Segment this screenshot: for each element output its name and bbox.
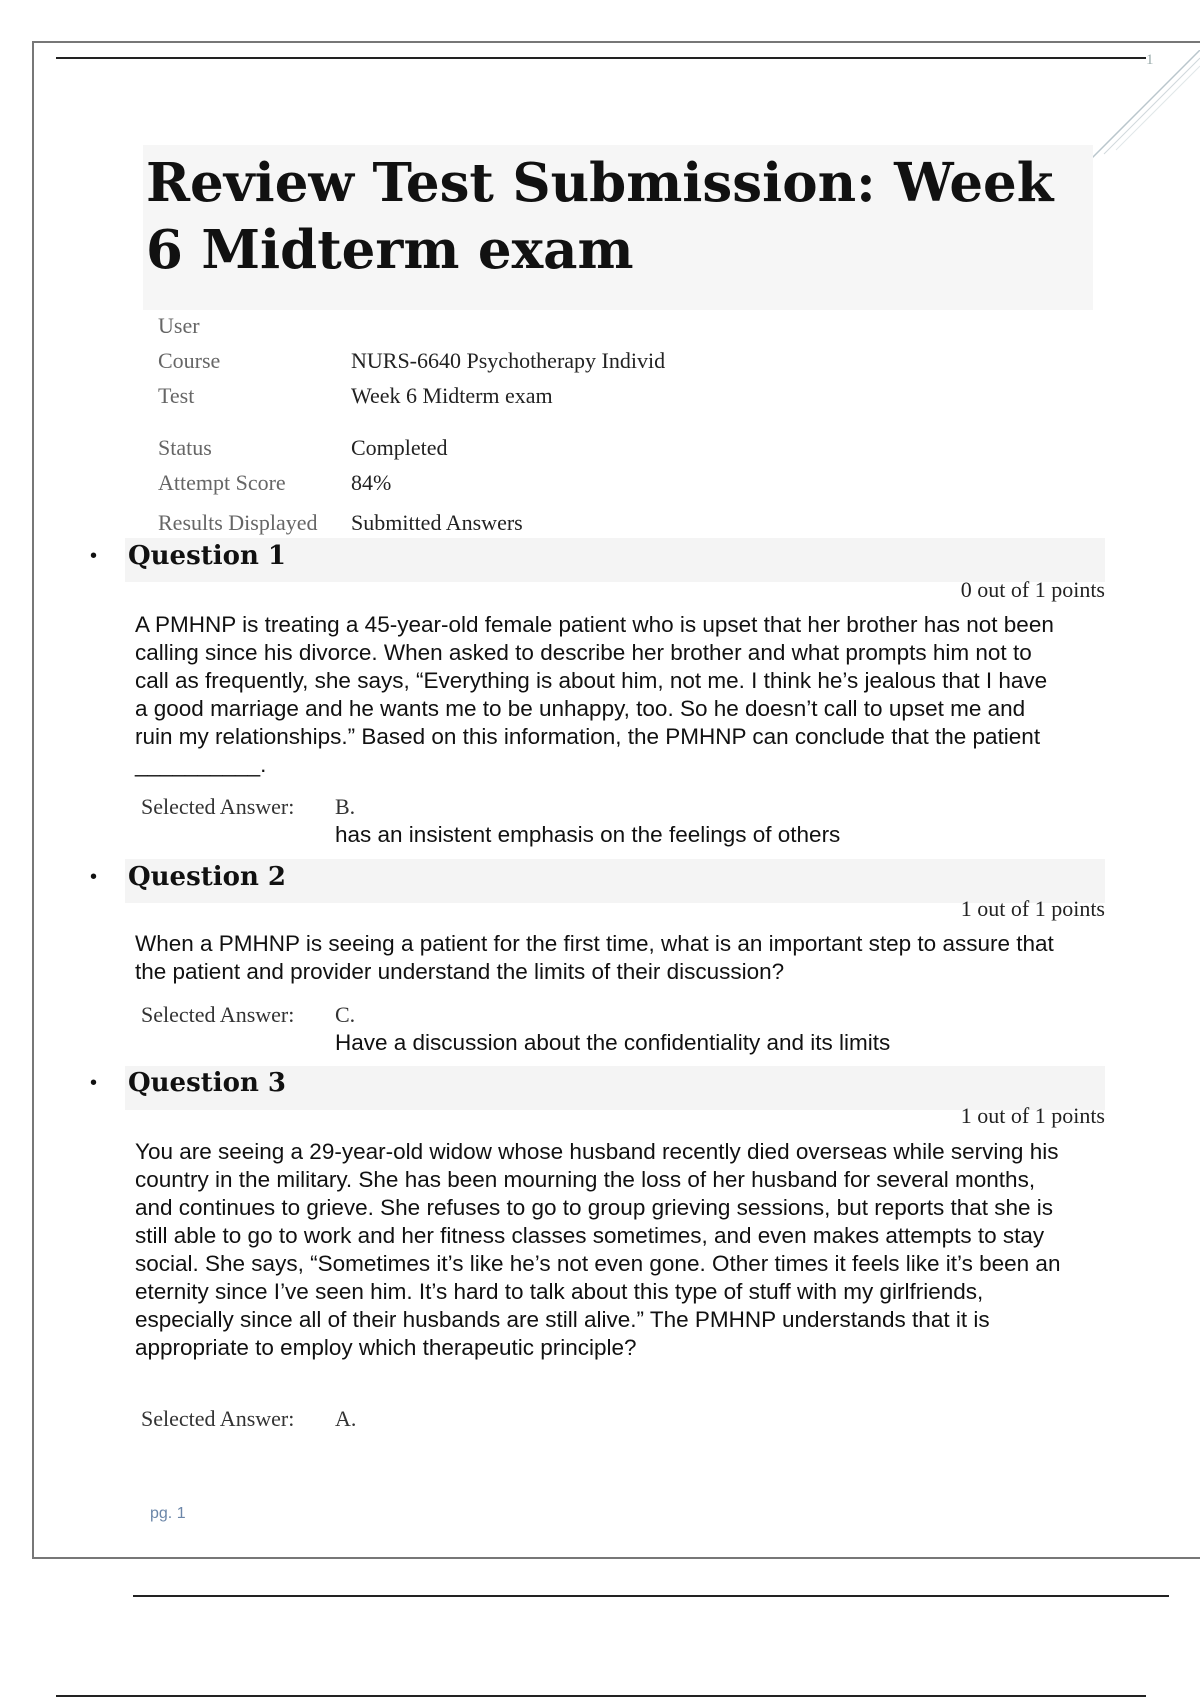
question-1-text: A PMHNP is treating a 45-year-old female patient who is upset that her brother has not been calling since his divorce. When asked to describe her brother and what prompts him not to call as frequently, she says, “Everything is about him, not me. I think he’s jealous that I have a good marriage and he wants me to be unhappy, too. So he doesn’t call to upset me and ruin my relationships.” Based on this information, the PMHNP can conclude that the patient __________.: [135, 612, 1054, 777]
page-corner-fold-icon: [1090, 50, 1200, 165]
question-3-bullet-icon: •: [90, 1072, 98, 1094]
next-page-header-rule: [56, 1695, 1146, 1697]
header-rule: [56, 57, 1146, 59]
meta-test-label: Test: [158, 383, 195, 408]
question-2-selected-label: Selected Answer:: [141, 1002, 295, 1027]
footer-page-label: pg. 1: [150, 1505, 186, 1522]
question-2-bullet-icon: •: [90, 866, 98, 888]
question-1-selected-label: Selected Answer:: [141, 794, 295, 819]
question-2-selected-letter: C.: [335, 1002, 356, 1027]
question-2-title: Question 2: [128, 862, 287, 892]
question-3-selected-label: Selected Answer:: [141, 1406, 295, 1431]
page-title: Review Test Submission: Week 6 Midterm exam: [146, 152, 1054, 281]
question-2-text: When a PMHNP is seeing a patient for the first time, what is an important step to assure that the patient and provider understand the limits of their discussion?: [135, 931, 1054, 984]
question-3-points: 1 out of 1 points: [960, 1103, 1105, 1128]
meta-results-label: Results Displayed: [158, 510, 318, 535]
question-2-selected-text: Have a discussion about the confidentiality and its limits: [335, 1030, 891, 1055]
meta-course-label: Course: [158, 348, 221, 373]
question-3-selected-letter: A.: [335, 1406, 357, 1431]
meta-status-label: Status: [158, 435, 212, 460]
question-2-points: 1 out of 1 points: [960, 896, 1105, 921]
question-1-bullet-icon: •: [90, 545, 98, 567]
footer-rule: [133, 1595, 1169, 1597]
meta-results-value: Submitted Answers: [351, 510, 523, 535]
meta-score-label: Attempt Score: [158, 470, 286, 495]
question-1-points: 0 out of 1 points: [960, 577, 1105, 602]
question-3-title: Question 3: [128, 1068, 287, 1098]
question-1-title: Question 1: [128, 541, 287, 571]
question-3-text: You are seeing a 29-year-old widow whose husband recently died overseas while serving his country in the military. She has been mourning the loss of her husband for several months, and continues to grieve. She refuses to go to group grieving sessions, but reports that she is still able to go to work and her fitness classes sometimes, and even makes attempts to stay social. She says, “Sometimes it’s like he’s not even gone. Other times it feels like it’s been an eternity since I’ve seen him. It’s hard to talk about this type of stuff with my girlfriends, especially since all of their husbands are still alive.” The PMHNP understands that it is appropriate to employ which therapeutic principle?: [135, 1139, 1061, 1360]
header-page-number: 1: [1146, 52, 1154, 68]
meta-course-value: NURS-6640 Psychotherapy Individ: [351, 348, 666, 373]
meta-user-label: User: [158, 313, 200, 338]
question-1-selected-letter: B.: [335, 794, 356, 819]
meta-test-value: Week 6 Midterm exam: [351, 383, 553, 408]
meta-status-value: Completed: [351, 435, 448, 460]
question-1-selected-text: has an insistent emphasis on the feelings of others: [335, 822, 841, 847]
meta-score-value: 84%: [351, 470, 392, 495]
